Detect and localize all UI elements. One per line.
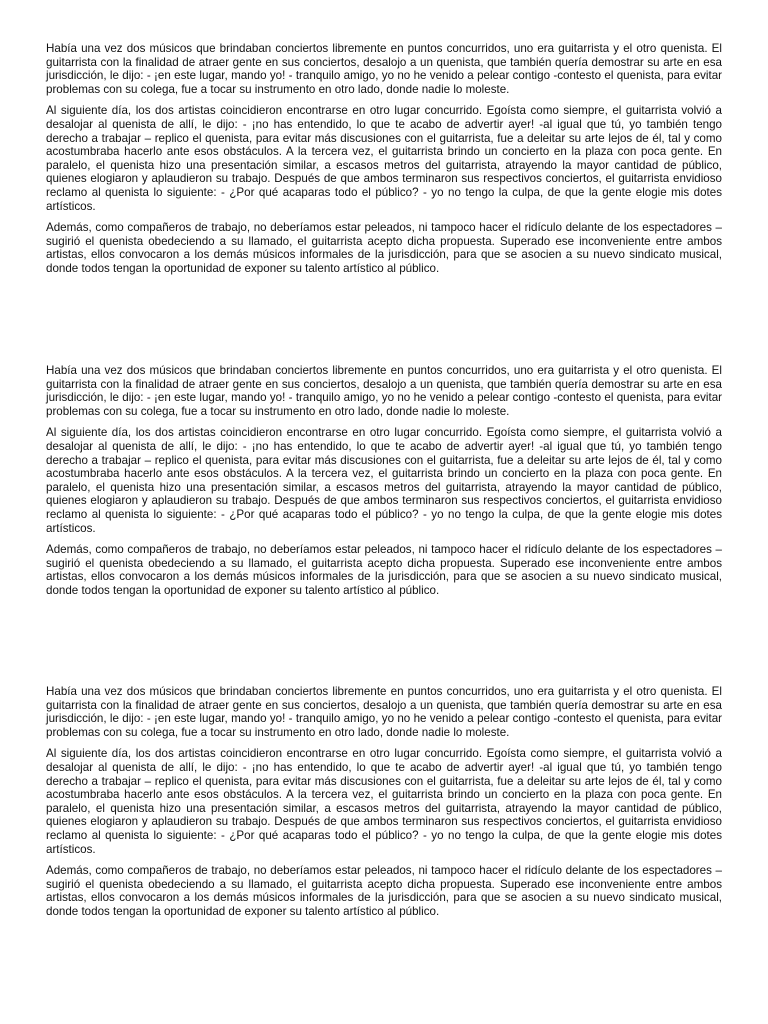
paragraph: Al siguiente día, los dos artistas coincidieron encontrarse en otro lugar concurrido. Egoísta como siempre, el guitarrista volvió a desalojar al quenista de allí, le dijo: - ¡no has entendido, lo que te acabo de advertir ayer! -al igual que tú, yo también tengo derecho a trabajar – replico el quenista, para evitar más discusiones con el guitarrista, fue a deleitar su arte lejos de él, tal y como acostumbraba hacerlo ante esos obstáculos. A la tercera vez, el guitarrista brindo un concierto en la plaza con poca gente. En paralelo, el quenista hizo una presentación similar, a escasos metros del guitarrista, atrayendo la mayor cantidad de público, quienes elogiaron y aplaudieron su trabajo. Después de que ambos terminaron sus respectivos conciertos, el guitarrista envidioso reclamo al quenista lo siguiente: - ¿Por qué acaparas todo el público? - yo no tengo la culpa, de que la gente elogie mis dotes artísticos.: [46, 426, 722, 535]
text-block-1: [46, 42, 722, 284]
paragraph: Había una vez dos músicos que brindaban conciertos libremente en puntos concurridos, uno era guitarrista y el otro quenista. El guitarrista con la finalidad de atraer gente en sus conciertos, desalojo a un quenista, que también quería demostrar su arte en esa jurisdicción, le dijo: - ¡en este lugar, mando yo! - tranquilo amigo, yo no he venido a pelear contigo -contesto el quenista, para evitar problemas con su colega, fue a tocar su instrumento en otro lado, donde nadie lo moleste.: [46, 685, 722, 739]
paragraph: Al siguiente día, los dos artistas coincidieron encontrarse en otro lugar concurrido. Egoísta como siempre, el guitarrista volvió a desalojar al quenista de allí, le dijo: - ¡no has entendido, lo que te acabo de advertir ayer! -al igual que tú, yo también tengo derecho a trabajar – replico el quenista, para evitar más discusiones con el guitarrista, fue a deleitar su arte lejos de él, tal y como acostumbraba hacerlo ante esos obstáculos. A la tercera vez, el guitarrista brindo un concierto en la plaza con poca gente. En paralelo, el quenista hizo una presentación similar, a escasos metros del guitarrista, atrayendo la mayor cantidad de público, quienes elogiaron y aplaudieron su trabajo. Después de que ambos terminaron sus respectivos conciertos, el guitarrista envidioso reclamo al quenista lo siguiente: - ¿Por qué acaparas todo el público? - yo no tengo la culpa, de que la gente elogie mis dotes artísticos.: [46, 747, 722, 856]
paragraph: Además, como compañeros de trabajo, no deberíamos estar peleados, ni tampoco hacer el ridículo delante de los espectadores – sugirió el quenista obedeciendo a su llamado, el guitarrista acepto dicha propuesta. Superado ese inconveniente entre ambos artistas, ellos convocaron a los demás músicos informales de la jurisdicción, para que se asocien a su nuevo sindicato musical, donde todos tengan la oportunidad de exponer su talento artístico al público.: [46, 864, 722, 918]
paragraph: Además, como compañeros de trabajo, no deberíamos estar peleados, ni tampoco hacer el ridículo delante de los espectadores – sugirió el quenista obedeciendo a su llamado, el guitarrista acepto dicha propuesta. Superado ese inconveniente entre ambos artistas, ellos convocaron a los demás músicos informales de la jurisdicción, para que se asocien a su nuevo sindicato musical, donde todos tengan la oportunidad de exponer su talento artístico al público.: [46, 543, 722, 597]
paragraph: Además, como compañeros de trabajo, no deberíamos estar peleados, ni tampoco hacer el ridículo delante de los espectadores – sugirió el quenista obedeciendo a su llamado, el guitarrista acepto dicha propuesta. Superado ese inconveniente entre ambos artistas, ellos convocaron a los demás músicos informales de la jurisdicción, para que se asocien a su nuevo sindicato musical, donde todos tengan la oportunidad de exponer su talento artístico al público.: [46, 221, 722, 275]
paragraph: Al siguiente día, los dos artistas coincidieron encontrarse en otro lugar concurrido. Egoísta como siempre, el guitarrista volvió a desalojar al quenista de allí, le dijo: - ¡no has entendido, lo que te acabo de advertir ayer! -al igual que tú, yo también tengo derecho a trabajar – replico el quenista, para evitar más discusiones con el guitarrista, fue a deleitar su arte lejos de él, tal y como acostumbraba hacerlo ante esos obstáculos. A la tercera vez, el guitarrista brindo un concierto en la plaza con poca gente. En paralelo, el quenista hizo una presentación similar, a escasos metros del guitarrista, atrayendo la mayor cantidad de público, quienes elogiaron y aplaudieron su trabajo. Después de que ambos terminaron sus respectivos conciertos, el guitarrista envidioso reclamo al quenista lo siguiente: - ¿Por qué acaparas todo el público? - yo no tengo la culpa, de que la gente elogie mis dotes artísticos.: [46, 104, 722, 213]
paragraph: Había una vez dos músicos que brindaban conciertos libremente en puntos concurridos, uno era guitarrista y el otro quenista. El guitarrista con la finalidad de atraer gente en sus conciertos, desalojo a un quenista, que también quería demostrar su arte en esa jurisdicción, le dijo: - ¡en este lugar, mando yo! - tranquilo amigo, yo no he venido a pelear contigo -contesto el quenista, para evitar problemas con su colega, fue a tocar su instrumento en otro lado, donde nadie lo moleste.: [46, 42, 722, 96]
paragraph: Había una vez dos músicos que brindaban conciertos libremente en puntos concurridos, uno era guitarrista y el otro quenista. El guitarrista con la finalidad de atraer gente en sus conciertos, desalojo a un quenista, que también quería demostrar su arte en esa jurisdicción, le dijo: - ¡en este lugar, mando yo! - tranquilo amigo, yo no he venido a pelear contigo -contesto el quenista, para evitar problemas con su colega, fue a tocar su instrumento en otro lado, donde nadie lo moleste.: [46, 364, 722, 418]
text-block-2: [46, 364, 722, 606]
text-block-3: [46, 685, 722, 927]
